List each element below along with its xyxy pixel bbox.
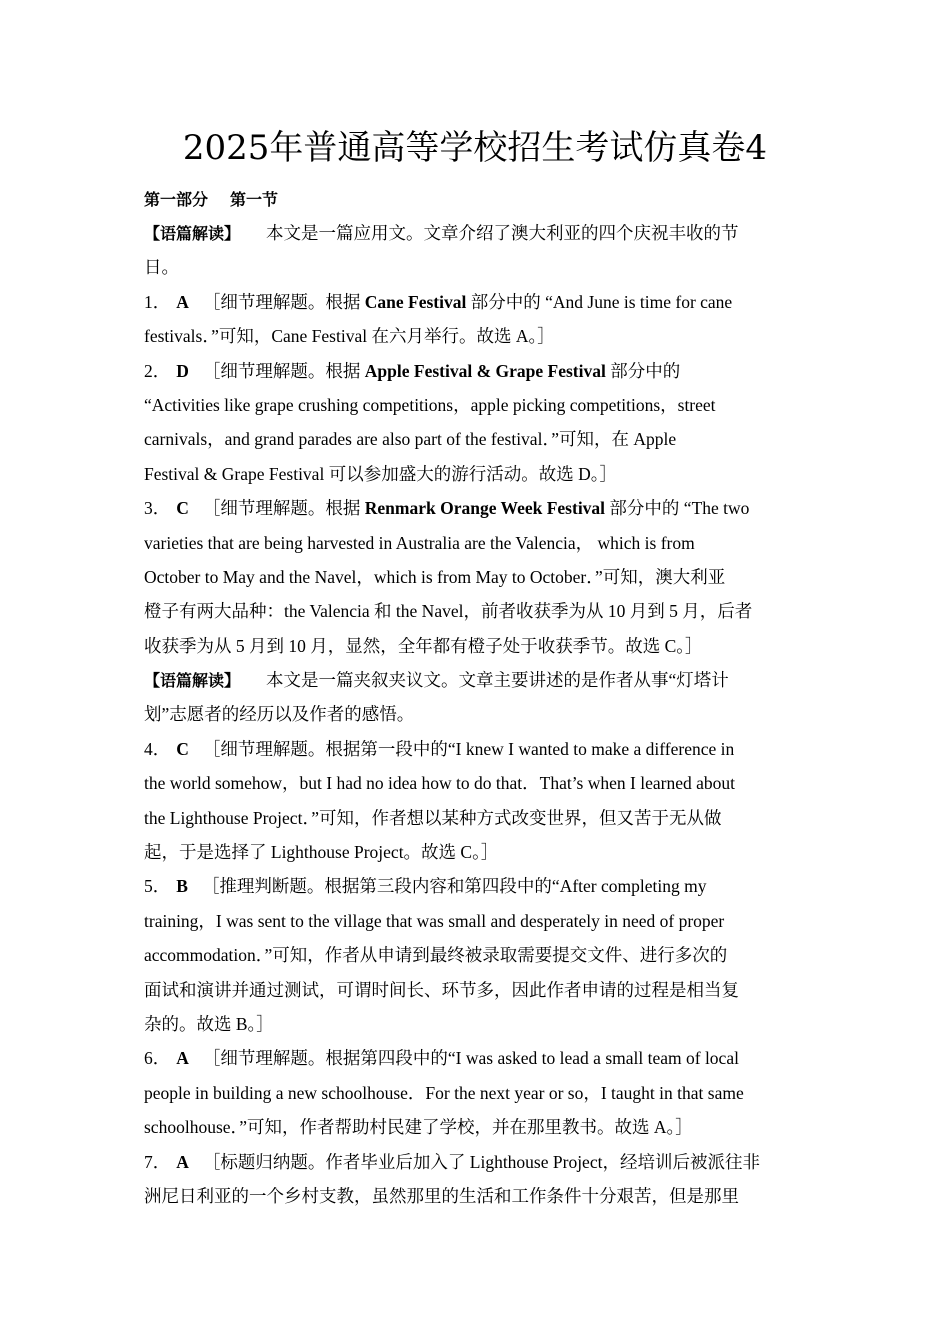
explanation-text: 部分中的 “And June is time for cane: [466, 291, 733, 312]
explanation-text: Festival & Grape Festival 可以参加盛大的游行活动。故选 D。］: [144, 463, 617, 484]
text-line: [144, 835, 806, 869]
text-line: [144, 1145, 806, 1179]
text-line: [144, 388, 806, 422]
text-line: [144, 766, 806, 800]
text-line: [144, 801, 806, 835]
text-line: [144, 319, 806, 353]
question-number: 4．: [144, 738, 171, 759]
text-line: [144, 973, 806, 1007]
explanation-text: “Activities like grape crushing competitions，apple picking competitions，street: [144, 394, 716, 415]
explanation-text: 部分中的 “The two: [605, 498, 750, 519]
explanation-text: 面试和演讲并通过测试，可谓时间长、环节多，因此作者申请的过程是相当复: [144, 979, 739, 1000]
explanation-text: schoolhouse．”可知，作者帮助村民建了学校，并在那里教书。故选 A。］: [144, 1117, 693, 1138]
explanation-text: the Lighthouse Project．”可知，作者想以某种方式改变世界，但又苦于无从做: [144, 807, 722, 828]
intro-text: 本文是一篇应用文。文章介绍了澳大利亚的四个庆祝丰收的节: [266, 223, 739, 243]
answer-letter: C: [176, 738, 189, 759]
text-line: [144, 1179, 806, 1213]
passage-intro: [144, 216, 806, 285]
text-line: [144, 663, 806, 697]
question-number: 1．: [144, 291, 171, 312]
text-line: [144, 491, 806, 525]
section-heading: [144, 184, 806, 216]
answer-item: [144, 732, 806, 870]
explanation-text: ［推理判断题。根据第三段内容和第四段中的“After completing my: [201, 876, 707, 897]
explanation-text: ［细节理解题。根据: [202, 291, 365, 312]
explanation-text: people in building a new schoolhouse．For the next year or so，I taught in that same: [144, 1082, 744, 1103]
text-line: [144, 285, 806, 319]
answer-letter: D: [176, 360, 189, 381]
text-line: [144, 697, 806, 731]
explanation-text: 洲尼日利亚的一个乡村支教，虽然那里的生活和工作条件十分艰苦，但是那里: [144, 1185, 739, 1206]
intro-label: 【语篇解读】: [144, 671, 241, 691]
explanation-text: the world somehow，but I had no idea how to do that．That’s when I learned about: [144, 773, 735, 794]
answer-letter: A: [176, 291, 189, 312]
text-line: [144, 1041, 806, 1075]
explanation-text: carnivals，and grand parades are also part of the festival．”可知，在 Apple: [144, 429, 677, 450]
text-line: [144, 869, 806, 903]
explanation-text: 部分中的: [605, 360, 681, 381]
text-line: [144, 938, 806, 972]
section-subsection: 第一节: [230, 190, 279, 209]
explanation-text: ［细节理解题。根据: [202, 498, 365, 519]
text-line: [144, 629, 806, 663]
answer-item: [144, 1041, 806, 1144]
intro-text: 划”志愿者的经历以及作者的感悟。: [144, 704, 415, 725]
text-line: [144, 732, 806, 766]
text-line: [144, 250, 806, 284]
answer-letter: B: [176, 876, 188, 897]
answer-letter: A: [176, 1151, 189, 1172]
answer-letter: C: [176, 498, 189, 519]
text-line: [144, 904, 806, 938]
explanation-text: 收获季为从 5 月到 10 月，显然，全年都有橙子处于收获季节。故选 C。］: [144, 635, 703, 656]
explanation-text: ［细节理解题。根据: [202, 360, 365, 381]
answer-item: [144, 491, 806, 663]
explanation-text: 起，于是选择了 Lighthouse Project。故选 C。］: [144, 842, 499, 863]
explanation-text: 橙子有两大品种：the Valencia 和 the Navel，前者收获季为从 10 月到 5 月，后者: [144, 601, 753, 622]
text-line: [144, 1076, 806, 1110]
intro-label: 【语篇解读】: [144, 224, 241, 243]
explanation-text: ［细节理解题。根据第一段中的“I knew I wanted to make a difference in: [202, 738, 735, 759]
question-number: 3．: [144, 498, 171, 519]
answer-item: [144, 354, 806, 492]
text-line: [144, 216, 806, 250]
passage-intro: [144, 663, 806, 732]
answer-letter: A: [176, 1048, 189, 1069]
question-number: 2．: [144, 360, 171, 381]
text-line: [144, 1007, 806, 1041]
question-number: 7．: [144, 1151, 171, 1172]
explanation-text: training，I was sent to the village that was small and desperately in need of proper: [144, 910, 725, 931]
intro-text: 日。: [144, 257, 179, 278]
explanation-text: 杂的。故选 B。］: [144, 1013, 274, 1034]
explanation-text: accommodation．”可知，作者从申请到最终被录取需要提交文件、进行多次的: [144, 945, 728, 966]
section-keyword: Renmark Orange Week Festival: [364, 498, 606, 519]
answer-item: [144, 1145, 806, 1214]
text-line: [144, 594, 806, 628]
text-line: [144, 526, 806, 560]
text-line: [144, 422, 806, 456]
text-line: [144, 560, 806, 594]
section-keyword: Cane Festival: [364, 291, 467, 312]
explanation-text: varieties that are being harvested in Australia are the Valencia， which is from: [144, 532, 695, 553]
explanation-text: October to May and the Navel，which is from May to October．”可知，澳大利亚: [144, 566, 726, 587]
answer-item: [144, 869, 806, 1041]
page-title: 2025年普通高等学校招生考试仿真卷4: [182, 128, 768, 168]
question-number: 5．: [144, 876, 171, 897]
text-line: [144, 457, 806, 491]
text-line: [144, 1110, 806, 1144]
section-part: 第一部分: [144, 190, 209, 209]
explanation-text: ［标题归纳题。作者毕业后加入了 Lighthouse Project，经培训后被派往非: [202, 1151, 760, 1172]
explanation-text: festivals．”可知，Cane Festival 在六月举行。故选 A。］: [144, 326, 555, 347]
text-line: [144, 354, 806, 388]
explanation-text: ［细节理解题。根据第四段中的“I was asked to lead a small team of local: [202, 1048, 739, 1069]
question-number: 6．: [144, 1048, 171, 1069]
section-keyword: Apple Festival & Grape Festival: [364, 360, 606, 381]
answer-body: [144, 184, 806, 1213]
intro-text: 本文是一篇夹叙夹议文。文章主要讲述的是作者从事“灯塔计: [266, 670, 729, 691]
answer-item: [144, 285, 806, 354]
